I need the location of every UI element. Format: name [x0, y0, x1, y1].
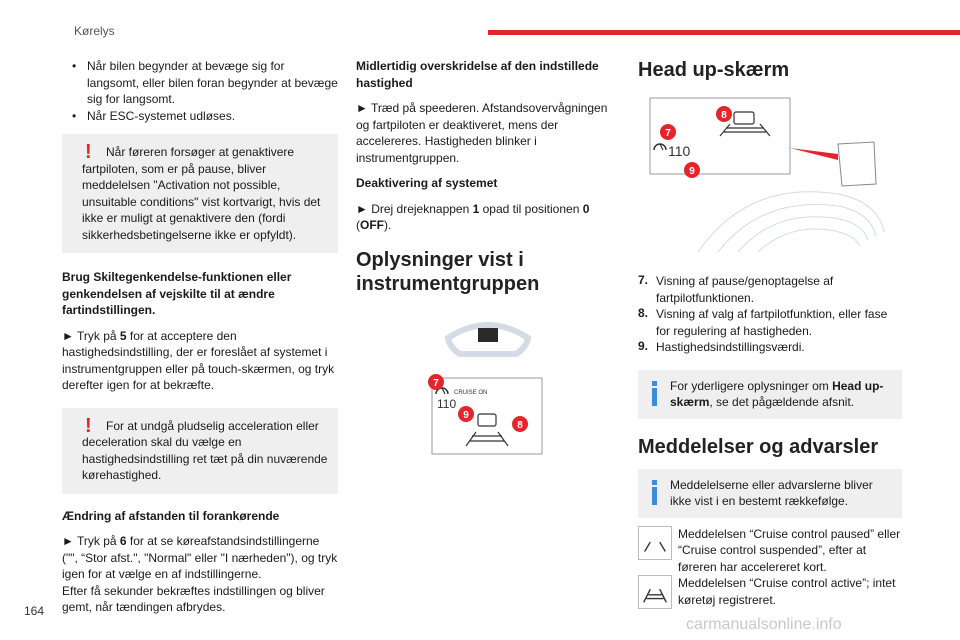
- head-up-display-illustration: [638, 92, 902, 258]
- key-ref: 1: [472, 201, 480, 216]
- paren-close: ).: [384, 218, 392, 232]
- section-title: Meddelelser og advarsler: [638, 435, 879, 458]
- instrument-cluster-illustration: [356, 308, 620, 468]
- message-text: Meddelelsen “Cruise control active”; intet køretøj registreret.: [678, 576, 896, 607]
- legend-item: [638, 306, 902, 339]
- legend-number: 8.: [638, 306, 649, 320]
- page-number: 164: [24, 604, 45, 618]
- legend-number: 9.: [638, 339, 649, 353]
- info-icon: [652, 381, 657, 406]
- section-heading: Midlertidig overskridelse af den indstillede hastighed: [356, 59, 599, 90]
- legend-text: Hastighedsindstillingsværdi.: [656, 340, 805, 354]
- step-text: opad til positionen: [479, 201, 583, 216]
- warning-box: [62, 134, 338, 253]
- cruise-active-icon: [638, 575, 672, 609]
- off-label: OFF: [360, 218, 384, 232]
- list-item: • Når bilen begynder at bevæge sig for langsomt, eller bilen foran begynder at bevæge sig for langsomt.: [72, 58, 338, 108]
- column-3: [638, 58, 902, 611]
- legend-item: [638, 273, 902, 306]
- callout-7: [428, 374, 444, 390]
- warning-text: Når føreren forsøger at genaktivere fartpiloten, som er på pause, bliver meddelelsen "Activation not possible, unsuitable conditions" vist kortvarigt, hvis det ikke er muligt at genaktivere den (fordi sikkerhedsbetingelserne ikke er opfyldt).: [82, 145, 321, 242]
- step-prefix: ► Drej drejeknappen: [356, 201, 473, 216]
- speed-value: 110: [668, 143, 691, 159]
- legend-text: Visning af valg af fartpilotfunktion, eller fase for regulering af hastigheden.: [656, 307, 888, 338]
- callout-7-label: 7: [665, 128, 671, 139]
- step-prefix: ► Tryk på: [62, 534, 120, 548]
- callout-7-label: 7: [433, 377, 439, 389]
- legend-item: [638, 339, 902, 356]
- column-1: [62, 58, 338, 616]
- message-row: [638, 526, 902, 576]
- info-reference: Head up-skærm: [670, 378, 884, 409]
- position-ref: 0: [582, 201, 590, 216]
- legend-number: 7.: [638, 273, 649, 287]
- paren-open: (: [356, 218, 360, 232]
- watermark: carmanualsonline.info: [686, 616, 842, 633]
- key-ref: 6: [119, 534, 127, 548]
- instruction-text: [356, 201, 620, 234]
- info-suffix: , se det pågældende afsnit.: [709, 395, 855, 409]
- step-text: for at se køreafstandsindstillingerne ("", “Stor afst.", "Normal" eller "I nærheden"), og tryk igen for at vælge en af indstillingerne.: [62, 534, 338, 581]
- instruction-text: Efter få sekunder bekræftes indstillingen og bliver gemt, når tændingen afbrydes.: [62, 583, 325, 614]
- callout-8-label: 8: [517, 419, 523, 431]
- warning-text: For at undgå pludselig acceleration eller deceleration skal du vælge en hastighedsindstilling ret tæt på din nuværende kørehastighed.: [82, 418, 328, 482]
- callout-8: [716, 106, 732, 122]
- instruction-text: [62, 533, 338, 583]
- info-box: [638, 370, 902, 419]
- key-ref: 5: [119, 328, 127, 343]
- header-accent-bar: [488, 30, 960, 35]
- callout-7: [660, 124, 676, 140]
- section-heading: Deaktivering af systemet: [356, 176, 498, 190]
- section-title: Oplysninger vist i instrumentgruppen: [356, 248, 540, 295]
- warning-box: [62, 408, 338, 494]
- running-header: Kørelys: [74, 24, 115, 38]
- warning-icon: !: [85, 141, 92, 163]
- message-row: [638, 575, 902, 611]
- section-title: Head up-skærm: [638, 59, 790, 81]
- list-item: • Når ESC-systemet udløses.: [72, 108, 338, 125]
- projection-arrow: [790, 148, 838, 160]
- callout-8: [512, 416, 528, 432]
- speed-value: 110: [437, 396, 457, 411]
- section-heading: Ændring af afstanden til forankørende: [62, 508, 280, 523]
- legend-text: Visning af pause/genoptagelse af fartpilotfunktionen.: [656, 274, 834, 305]
- callout-9: [458, 406, 474, 422]
- section-heading: Brug Skiltegenkendelse-funktionen eller genkendelsen af vejskilte til at ændre fartindstillingen.: [62, 270, 292, 317]
- dashboard-outline: [698, 192, 884, 252]
- cruise-paused-icon: [638, 526, 672, 560]
- cluster-outline: [448, 325, 528, 354]
- callout-9-label: 9: [463, 409, 469, 421]
- callout-8-label: 8: [721, 110, 727, 121]
- cruise-on-label: CRUISE ON: [454, 389, 488, 396]
- legend-list: [638, 273, 902, 356]
- step-text: for at acceptere den hastighedsindstilling, der er foreslået af systemet i instrumentgruppen eller på touch-skærmen, og tryk derefter igen for at bekræfte.: [62, 328, 335, 392]
- instruction-text: [62, 328, 338, 394]
- step-prefix: ► Tryk på: [62, 328, 120, 343]
- message-text: Meddelelsen “Cruise control paused” eller “Cruise control suspended”, efter at føreren har accelereret kort.: [678, 526, 901, 574]
- callout-9-label: 9: [689, 166, 695, 177]
- info-prefix: For yderligere oplysninger om: [670, 378, 833, 393]
- instruction-text: ► Træd på speederen. Afstandsovervågningen og fartpiloten er deaktiveret, mens der accelereres. Hastigheden blinker i instrumentgruppen.: [356, 101, 608, 165]
- info-box: [638, 469, 902, 518]
- hud-glass: [838, 142, 876, 186]
- info-text: [670, 378, 892, 411]
- bullet-list: [72, 58, 338, 124]
- callout-9: [684, 162, 700, 178]
- column-2: [356, 58, 620, 473]
- info-text: Meddelelserne eller advarslerne bliver ikke vist i en bestemt rækkefølge.: [670, 477, 873, 508]
- info-icon: [652, 480, 657, 505]
- warning-icon: !: [85, 414, 92, 437]
